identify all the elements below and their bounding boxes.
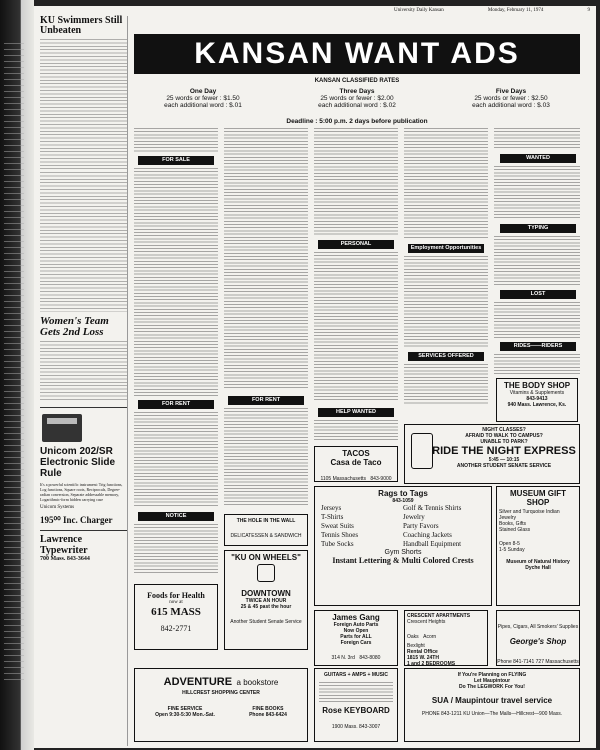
- crescent-office: Rental Office: [407, 649, 438, 655]
- calculator-features: It's a powerful scientific instrument: Trig functions, Log functions, Square roots, Reciprocals, Degree-radian conversion, Separate addressable memory, Logarithmic-form hidden carrying case: [40, 482, 123, 502]
- hole-in-wall-ad: [224, 514, 308, 546]
- museum-glass: Stained Glass: [499, 527, 531, 533]
- tacos-ad: [314, 446, 398, 482]
- services-listings: [404, 364, 488, 404]
- foods-for-health-ad: [134, 584, 218, 650]
- night-line3: UNABLE TO PARK?: [480, 439, 528, 445]
- page-number: 9: [587, 8, 590, 13]
- rags-lettering: Instant Lettering & Multi Colored Crests: [332, 556, 474, 565]
- body-shop-name: THE BODY SHOP: [503, 381, 571, 390]
- swim-results-text: [40, 172, 127, 312]
- wheels-title: "KU ON WHEELS": [231, 553, 301, 562]
- previous-page-edge: [0, 0, 34, 750]
- rose-brands: [319, 682, 393, 702]
- rags-to-tags-ad: [314, 486, 492, 606]
- employment-listings: [404, 256, 488, 348]
- rose-name: Rose KEYBOARD: [322, 706, 390, 715]
- museum-books: Books, Gifts: [499, 521, 526, 527]
- museum-jewelry: Silver and Turquoise Indian Jewelry: [499, 509, 560, 521]
- rags-item-jewelry: Jewelry: [403, 513, 425, 521]
- three-days-label: Three Days: [339, 88, 375, 95]
- wanted-header: WANTED: [500, 154, 576, 163]
- rags-item-sweats: Sweat Suits: [321, 522, 354, 530]
- notice-header: NOTICE: [138, 512, 214, 521]
- body-shop-phone: 843-9413: [526, 396, 548, 402]
- ku-on-wheels-ad: [224, 550, 308, 650]
- calculator-title: Unicom 202/SR Electronic Slide Rule: [40, 446, 116, 479]
- want-ads-banner: KANSAN WANT ADS: [134, 34, 580, 74]
- wheels-freq: TWICE AN HOUR: [245, 598, 287, 604]
- crescent-title: CRESCENT APARTMENTS: [407, 613, 471, 619]
- wall-name: THE HOLE IN THE WALL: [236, 518, 296, 524]
- running-head-date: Monday, February 11, 1974: [487, 8, 544, 13]
- museum-gift-shop-ad: [496, 486, 580, 606]
- rags-phone: 843-1059: [392, 498, 414, 504]
- foods-phone: 842-2771: [160, 624, 192, 633]
- james-phone: 843-8080: [359, 655, 381, 661]
- five-days-label: Five Days: [495, 88, 527, 95]
- adventure-phone: Phone 843-6424: [249, 712, 287, 718]
- sua-travel-ad: [404, 668, 580, 742]
- tacos-title: TACOS: [342, 449, 370, 458]
- georges-shop-ad: [496, 610, 580, 666]
- sua-contact: PHONE 843-1211 KU Union—The Malls—Hillcrest—900 Mass.: [421, 711, 563, 717]
- wheels-senate: Another Student Senate Service: [230, 619, 302, 625]
- james-title: James Gang: [332, 613, 380, 622]
- typewriter-ad-address: 700 Mass. 843-3644: [40, 556, 90, 562]
- lost-listings: [494, 302, 580, 338]
- george-name: George's Shop: [509, 637, 567, 646]
- calculator-ad: [40, 407, 127, 526]
- adventure-title: ADVENTURE: [163, 676, 233, 688]
- night-line1: NIGHT CLASSES?: [482, 427, 526, 433]
- night-line6: ANOTHER STUDENT SENATE SERVICE: [456, 463, 552, 469]
- wheels-times: 25 & 45 past the hour: [240, 604, 292, 610]
- rent-listings-left: [134, 412, 218, 508]
- crescent-beds: 1 and 2 BEDROOMS: [407, 661, 456, 666]
- listings-col4: [404, 128, 488, 240]
- bus-icon-2: [257, 564, 275, 582]
- museum-hours: Open 8-5: [499, 541, 520, 547]
- adventure-books: FINE BOOKS: [252, 706, 284, 712]
- foods-address: 615 MASS: [151, 606, 201, 618]
- news-column: [40, 16, 128, 746]
- for-rent-header: FOR RENT: [228, 396, 304, 405]
- sua-line1: If You're Planning on FLYING: [457, 672, 527, 678]
- help-wanted-header: HELP WANTED: [318, 408, 394, 417]
- rags-item-tshirts: T-Shirts: [321, 513, 344, 521]
- rose-addr: 1900 Mass. 843-3007: [331, 724, 381, 730]
- rags-item-jerseys: Jerseys: [321, 504, 342, 512]
- women-headline: Women's Team Gets 2nd Loss: [40, 315, 109, 338]
- one-day-label: One Day: [189, 88, 217, 95]
- rate-five-days: [446, 88, 576, 109]
- rates-title: KANSAN CLASSIFIED RATES: [314, 78, 400, 84]
- rags-item-tennis: Tennis Shoes: [321, 531, 359, 539]
- typewriter-ad-name: Lawrence Typewriter: [40, 530, 127, 556]
- adventure-bookstore-ad: [134, 668, 308, 742]
- sua-line2: Let Maupintour: [473, 678, 511, 684]
- rate-three-days: [292, 88, 422, 109]
- rags-name: Rags to Tags: [378, 489, 428, 498]
- body-shop-address: 940 Mass. Lawrence, Ks.: [507, 402, 567, 408]
- night-express-ad: [404, 424, 580, 484]
- for-sale-header: FOR SALE: [138, 156, 214, 165]
- calculator-image: [42, 414, 82, 442]
- running-head-paper: University Daily Kansan: [394, 8, 444, 13]
- typing-header: TYPING: [500, 224, 576, 233]
- women-article-text: [40, 341, 127, 401]
- sua-line3: Do The LEGWORK For You!: [459, 684, 525, 690]
- deadline-note: Deadline : 5:00 p.m. 2 days before publication: [286, 118, 428, 125]
- james-open: Now Open: [343, 628, 369, 634]
- adventure-service: FINE SERVICE: [167, 706, 203, 712]
- rags-item-party: Party Favors: [403, 522, 439, 530]
- adventure-sub: a bookstore: [236, 678, 279, 687]
- bottom-ads: [134, 668, 580, 746]
- rose-music-ad: [314, 668, 398, 742]
- crescent-bexlight: Bexlight: [407, 643, 425, 649]
- classified-rates: [134, 78, 580, 132]
- rides-listings: [494, 354, 580, 374]
- rags-item-handball: Handball Equipment: [403, 540, 462, 548]
- crescent-oaks: Oaks: [407, 634, 419, 640]
- crescent-addr: 1815 W. 24TH: [407, 655, 439, 661]
- newspaper-page: [34, 6, 596, 748]
- swim-headline: KU Swimmers Still Unbeaten: [40, 15, 123, 36]
- classified-columns: [134, 128, 580, 668]
- night-line4: RIDE THE NIGHT EXPRESS: [432, 445, 576, 457]
- tacos-address: 1105 Massachusetts: [320, 476, 366, 482]
- typing-listings: [494, 236, 580, 286]
- crescent-acorn: Acorn: [423, 634, 437, 640]
- sua-name: SUA / Maupintour travel service: [431, 696, 553, 705]
- for-sale-listings-2: [224, 128, 308, 390]
- calculator-price: 195⁰⁰ Inc. Charger: [40, 515, 113, 525]
- rent-listings: [224, 408, 308, 506]
- bus-icon: [411, 433, 433, 469]
- crescent-apartments-ad: [404, 610, 488, 666]
- george-desc: Pipes, Cigars, All Smokers' Supplies: [497, 624, 579, 630]
- employment-header: Employment Opportunities: [408, 244, 484, 253]
- help-listings: [314, 420, 398, 442]
- foods-title: Foods for Health: [147, 591, 205, 600]
- wall-desc: DELICATESSEN & SANDWICH: [230, 533, 302, 539]
- personal-header: PERSONAL: [318, 240, 394, 249]
- one-day-line1: 25 words or fewer : $1.50: [166, 95, 240, 102]
- body-shop-line2: Vitamins & Supplements: [509, 390, 565, 396]
- lost-header: LOST: [500, 290, 576, 299]
- swim-article-text: [40, 39, 127, 169]
- george-contact: Phone 841-7141 727 Massachusetts: [497, 659, 579, 665]
- museum-title: MUSEUM GIFT SHOP: [510, 489, 566, 507]
- james-parts: Parts for ALL: [340, 634, 372, 640]
- james-addr: 314 N. 3rd: [331, 655, 355, 661]
- foods-now: now at: [169, 600, 183, 605]
- misc-listings: [314, 128, 398, 236]
- running-head: [394, 8, 590, 13]
- night-line5: 5:45 — 10:15: [488, 457, 520, 463]
- rides-header: RIDES——RIDERS: [500, 342, 576, 351]
- three-days-line2: each additional word : $.02: [318, 102, 396, 109]
- tacos-phone: 843-9000: [370, 476, 392, 482]
- crescent-heights: Crescent Heights: [407, 619, 446, 625]
- classified-text: [134, 128, 218, 152]
- body-shop-ad: [496, 378, 578, 422]
- for-sale-listings: [134, 168, 218, 396]
- rate-one-day: [138, 88, 268, 109]
- james-gang-ad: [314, 610, 398, 666]
- tacos-name: Casa de Taco: [330, 458, 382, 467]
- for-rent-header-left: FOR RENT: [138, 400, 214, 409]
- rags-item-gym: Gym Shorts: [384, 549, 422, 556]
- one-day-line2: each additional word : $.01: [164, 102, 242, 109]
- listings-col5: [494, 128, 580, 150]
- museum-sunday: 1-5 Sunday: [499, 547, 525, 553]
- adventure-hours: Open 9:30-5:30 Mon.-Sat.: [155, 712, 215, 718]
- rags-item-socks: Tube Socks: [321, 540, 354, 548]
- three-days-line1: 25 words or fewer : $2.00: [320, 95, 394, 102]
- five-days-line2: each additional word : $.03: [472, 102, 550, 109]
- night-line2: AFRAID TO WALK TO CAMPUS?: [465, 433, 543, 439]
- services-header: SERVICES OFFERED: [408, 352, 484, 361]
- personal-listings: [314, 252, 398, 402]
- five-days-line1: 25 words or fewer : $2.50: [474, 95, 548, 102]
- james-sub: Foreign Auto Parts: [333, 622, 379, 628]
- rose-tagline: GUITARS + AMPS + MUSIC: [324, 672, 388, 678]
- james-cars: Foreign Cars: [340, 640, 372, 646]
- wheels-downtown: DOWNTOWN: [241, 589, 291, 598]
- notice-listings: [134, 524, 218, 574]
- rags-item-golf: Golf & Tennis Shirts: [403, 504, 462, 512]
- wanted-listings: [494, 166, 580, 220]
- museum-location: Museum of Natural History Dyche Hall: [506, 559, 570, 571]
- rags-item-jackets: Coaching Jackets: [403, 531, 452, 539]
- calculator-logo: Unicom Systems: [40, 505, 75, 510]
- adventure-center: HILLCREST SHOPPING CENTER: [182, 690, 260, 696]
